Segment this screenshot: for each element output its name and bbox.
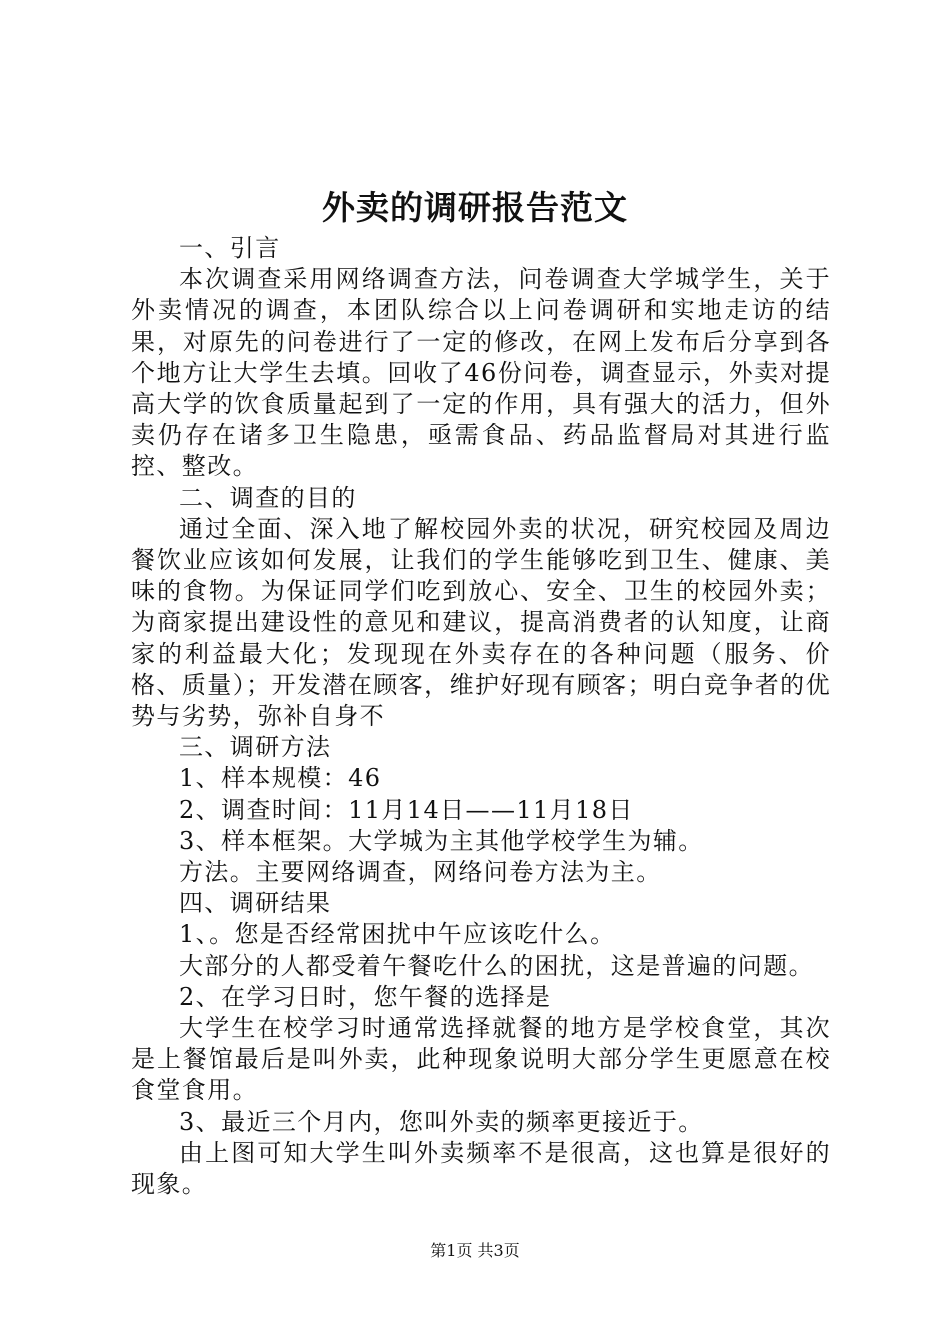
section-heading-purpose: 二、调查的目的 (179, 483, 357, 512)
list-item-survey-time: 2、调查时间：11月14日——11月18日 (179, 795, 634, 824)
result-question-2: 2、在学习日时，您午餐的选择是 (179, 982, 552, 1011)
list-item-sample-frame: 3、样本框架。大学城为主其他学校学生为辅。 (179, 826, 704, 855)
document-title: 外卖的调研报告范文 (322, 188, 628, 227)
document-body (131, 233, 831, 1200)
list-item-sample-size: 1、样本规模：46 (179, 764, 382, 793)
result-answer-2: 大学生在校学习时通常选择就餐的地方是学校食堂，其次是上餐馆最后是叫外卖，此种现象说明大部分学生更愿意在校食堂食用。 (131, 1014, 831, 1105)
result-question-1: 1、。您是否经常困扰中午应该吃什么。 (179, 920, 616, 949)
page-number-footer: 第1页 共3页 (430, 1241, 520, 1260)
result-answer-1: 大部分的人都受着午餐吃什么的困扰，这是普遍的问题。 (179, 951, 814, 980)
section-heading-intro: 一、引言 (179, 234, 281, 262)
body-paragraph-purpose: 通过全面、深入地了解校园外卖的状况，研究校园及周边餐饮业应该如何发展，让我们的学生能够吃到卫生、健康、美味的食物。为保证同学们吃到放心、安全、卫生的校园外卖；为商家提出建设性的意见和建议，提高消费者的认知度，让商家的利益最大化；发现现在外卖存在的各种问题（服务、价格、质量）；开发潜在顾客，维护好现有顾客；明白竞争者的优势与劣势，弥补自身不 (131, 514, 831, 731)
result-answer-3: 由上图可知大学生叫外卖频率不是很高，这也算是很好的现象。 (131, 1138, 831, 1199)
body-paragraph-intro: 本次调查采用网络调查方法，问卷调查大学城学生，关于外卖情况的调查，本团队综合以上问卷调研和实地走访的结果，对原先的问卷进行了一定的修改，在网上发布后分享到各个地方让大学生去填。回收了46份问卷，调查显示，外卖对提高大学的饮食质量起到了一定的作用，具有强大的活力，但外卖仍存在诸多卫生隐患，亟需食品、药品监督局对其进行监控、整改。 (131, 265, 831, 481)
section-heading-results: 四、调研结果 (179, 889, 332, 918)
list-item-method: 方法。主要网络调查，网络问卷方法为主。 (179, 858, 662, 887)
result-question-3: 3、最近三个月内，您叫外卖的频率更接近于。 (179, 1107, 704, 1136)
section-heading-method: 三、调研方法 (179, 733, 332, 762)
